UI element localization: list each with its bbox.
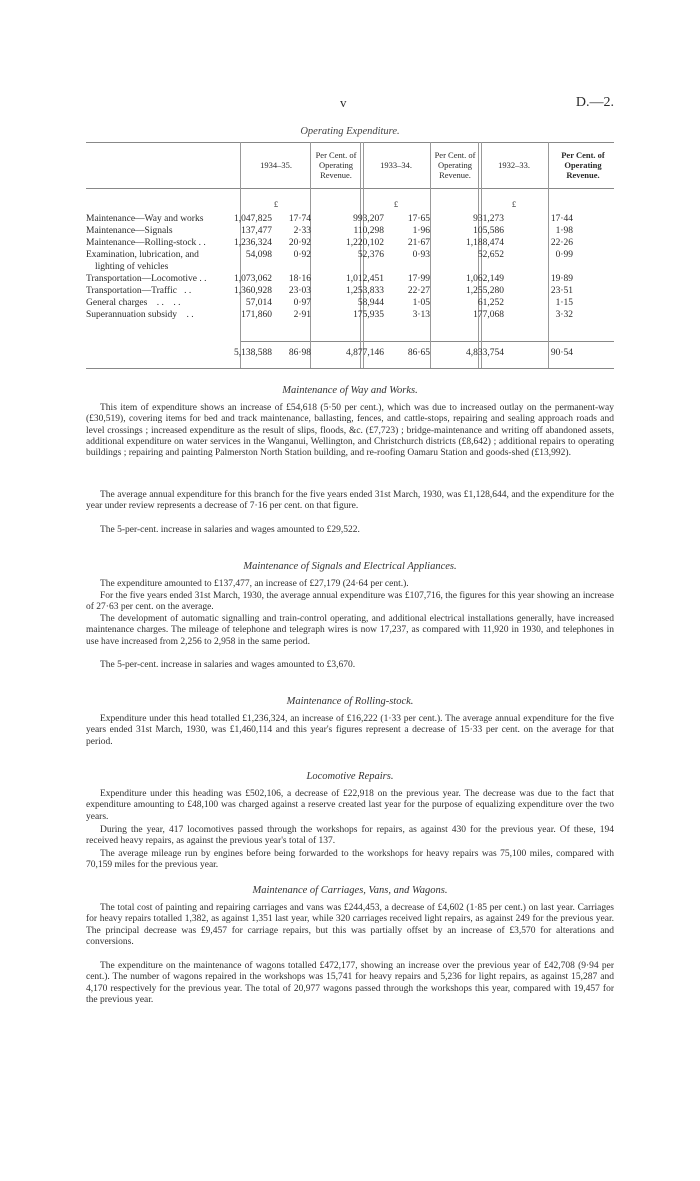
cell: 3·32 — [555, 310, 573, 320]
cell: 137,477 — [241, 226, 272, 236]
header-bottom-rule — [86, 188, 614, 189]
paragraph: The expenditure on the maintenance of wagons totalled £472,177, showing an increase over the previous year of £42,708 (9·94 per cent.). The number of wagons repaired in the workshops was 15,741 for heavy repairs and 5,236 for light repairs, as against 15,287 and 4,170 respectively for the previous year. The total of 20,977 wagons passed through the workshops this year, compared with 19,457 for the previous year. — [86, 961, 614, 1005]
totals-top-rule — [240, 341, 614, 342]
column-header: Per Cent. of Operating Revenue. — [315, 150, 357, 180]
table-row — [0, 261, 700, 273]
cell: 1,047,825 — [234, 214, 272, 224]
cell: 21·67 — [407, 238, 430, 248]
cell: 105,586 — [473, 226, 504, 236]
cell: 110,298 — [353, 226, 384, 236]
cell: 1,073,062 — [234, 274, 272, 284]
cell: 0·97 — [293, 298, 311, 308]
table-row — [0, 309, 700, 321]
table-row — [0, 249, 700, 261]
cell: 3·13 — [412, 310, 430, 320]
cell: 20·92 — [288, 238, 311, 248]
document-reference: D.—2. — [575, 95, 614, 110]
paragraph: The average annual expenditure for this branch for the five years ended 31st March, 1930, was £1,128,644, and the expenditure for the year under review represents a decrease of 7·16 per cent. on that figure. — [86, 490, 614, 512]
column-header: Per Cent. of Operating Revenue. — [561, 150, 605, 180]
cell: 22·26 — [550, 238, 573, 248]
cell: 1,220,102 — [346, 238, 384, 248]
currency-unit: £ — [273, 199, 279, 209]
currency-unit: £ — [393, 199, 399, 209]
section-title: Maintenance of Signals and Electrical Appliances. — [243, 561, 457, 572]
row-label: Superannuation subsidy . . — [86, 310, 194, 320]
section-title: Maintenance of Way and Works. — [282, 385, 418, 396]
section-title: Locomotive Repairs. — [306, 771, 394, 782]
page-number: v — [340, 95, 347, 110]
total-cell: 4,833,754 — [466, 348, 504, 358]
cell: 1·98 — [555, 226, 573, 236]
row-label: Maintenance—Signals — [86, 226, 173, 236]
table-row — [0, 273, 700, 285]
cell: 1,188,474 — [466, 238, 504, 248]
cell: 23·03 — [288, 286, 311, 296]
cell: 58,944 — [357, 298, 384, 308]
row-label: Transportation—Traffic . . — [86, 286, 192, 296]
cell: 52,376 — [357, 250, 384, 260]
row-label: lighting of vehicles — [95, 262, 169, 272]
paragraph: This item of expenditure shows an increase of £54,618 (5·50 per cent.), which was due to increased outlay on the permanent-way (£30,519), covering items for bed and track maintenance, ballasting, fences, and cattle-stops, repairing and sealing approach roads and level crossings ; increased expenditure as the result of slips, floods, &c. (£7,723) ; bridge-maintenance and writing off abandoned assets, additional expenditure on water services in the Wanganui, Wellington, and Christchurch districts (£8,642) ; additional repairs to operating buildings ; repairing and painting Palmerston North Station building, and re-roofing Oamaru Station and goods-shed (£13,992). — [86, 403, 614, 459]
cell: 1·05 — [412, 298, 430, 308]
table-row — [0, 297, 700, 309]
cell: 17·44 — [550, 214, 573, 224]
cell: 17·65 — [407, 214, 430, 224]
row-label: Transportation—Locomotive . . — [86, 274, 207, 284]
cell: 18·16 — [288, 274, 311, 284]
cell: 1,012,451 — [346, 274, 384, 284]
cell: 1·15 — [555, 298, 573, 308]
paragraph: The 5-per-cent. increase in salaries and wages amounted to £3,670. — [100, 660, 356, 670]
cell: 17·99 — [407, 274, 430, 284]
cell: 54,098 — [245, 250, 272, 260]
cell: 2·33 — [293, 226, 311, 236]
row-label: General charges . . . . — [86, 298, 181, 308]
cell: 931,273 — [473, 214, 504, 224]
table-row — [0, 237, 700, 249]
paragraph: For the five years ended 31st March, 1930, the average annual expenditure was £107,716, the figures for this year showing an increase of 27·63 per cent. on the average. — [86, 591, 614, 613]
paragraph: The average mileage run by engines before being forwarded to the workshops for heavy repairs was 75,100 miles, compared with 70,159 miles for the previous year. — [86, 849, 614, 871]
page-header — [0, 95, 700, 115]
cell: 2·91 — [293, 310, 311, 320]
paragraph: The 5-per-cent. increase in salaries and wages amounted to £29,522. — [100, 525, 360, 535]
totals-row — [0, 347, 700, 359]
table-bottom-rule — [86, 368, 614, 369]
table-caption: Operating Expenditure. — [300, 126, 400, 137]
cell: 19·89 — [550, 274, 573, 284]
column-header: 1932–33. — [498, 160, 530, 170]
table-top-rule — [86, 142, 614, 143]
cell: 1·96 — [412, 226, 430, 236]
row-label: Examination, lubrication, and — [86, 250, 199, 260]
total-cell: 86·98 — [288, 348, 311, 358]
paragraph: Expenditure under this head totalled £1,236,324, an increase of £16,222 (1·33 per cent.). The average annual expenditure for the five years ended 31st March, 1930, was £1,460,114 and this year's figures represent a decrease of 15·33 per cent. on the average for that period. — [86, 714, 614, 747]
currency-unit: £ — [511, 199, 517, 209]
paragraph: During the year, 417 locomotives passed through the workshops for repairs, as against 430 for the previous year. Of these, 194 received heavy repairs, as against the previous year's total of 137. — [86, 825, 614, 847]
table-row — [0, 285, 700, 297]
column-header: Per Cent. of Operating Revenue. — [434, 150, 476, 180]
paragraph: Expenditure under this heading was £502,106, a decrease of £22,918 on the previous year. The decrease was due to the fact that expenditure amounting to £48,100 was charged against a reserve created last year for the purpose of equalizing expenditure over the two years. — [86, 789, 614, 822]
row-label: Maintenance—Way and works — [86, 214, 204, 224]
cell: 1,236,324 — [234, 238, 272, 248]
total-cell: 86·65 — [407, 348, 430, 358]
cell: 0·92 — [293, 250, 311, 260]
cell: 23·51 — [550, 286, 573, 296]
cell: 1,253,833 — [346, 286, 384, 296]
total-cell: 90·54 — [550, 348, 573, 358]
column-header: 1933–34. — [380, 160, 412, 170]
section-title: Maintenance of Carriages, Vans, and Wagons. — [252, 885, 448, 896]
section-title: Maintenance of Rolling-stock. — [286, 696, 414, 707]
cell: 17·74 — [288, 214, 311, 224]
column-header: 1934–35. — [260, 160, 292, 170]
paragraph: The total cost of painting and repairing carriages and vans was £244,453, a decrease of £4,602 (1·85 per cent.) on last year. Carriages for heavy repairs totalled 1,382, as against 1,351 last year, while 320 carriages received light repairs, as against 249 for the previous year. The principal decrease was £9,457 for carriage repairs, but this was partially offset by an increase of £3,570 for alterations and conversions. — [86, 903, 614, 947]
cell: 171,860 — [241, 310, 272, 320]
cell: 175,935 — [353, 310, 384, 320]
cell: 0·99 — [555, 250, 573, 260]
paragraph: The development of automatic signalling and train-control operating, and additional electrical installations generally, have increased maintenance charges. The mileage of telephone and telegraph wires is now 17,237, as compared with 11,920 in 1930, and telephones in use have increased from 2,256 to 2,958 in the same period. — [86, 614, 614, 647]
table-row — [0, 225, 700, 237]
cell: 993,207 — [353, 214, 384, 224]
cell: 22·27 — [407, 286, 430, 296]
cell: 1,255,280 — [466, 286, 504, 296]
cell: 1,062,149 — [466, 274, 504, 284]
cell: 52,652 — [477, 250, 504, 260]
cell: 57,014 — [245, 298, 272, 308]
cell: 1,360,928 — [234, 286, 272, 296]
row-label: Maintenance—Rolling-stock . . — [86, 238, 206, 248]
cell: 0·93 — [412, 250, 430, 260]
cell: 61,252 — [477, 298, 504, 308]
cell: 177,068 — [473, 310, 504, 320]
total-cell: 4,877,146 — [346, 348, 384, 358]
total-cell: 5,138,588 — [234, 348, 272, 358]
table-row — [0, 213, 700, 225]
paragraph: The expenditure amounted to £137,477, an increase of £27,179 (24·64 per cent.). — [100, 579, 409, 589]
